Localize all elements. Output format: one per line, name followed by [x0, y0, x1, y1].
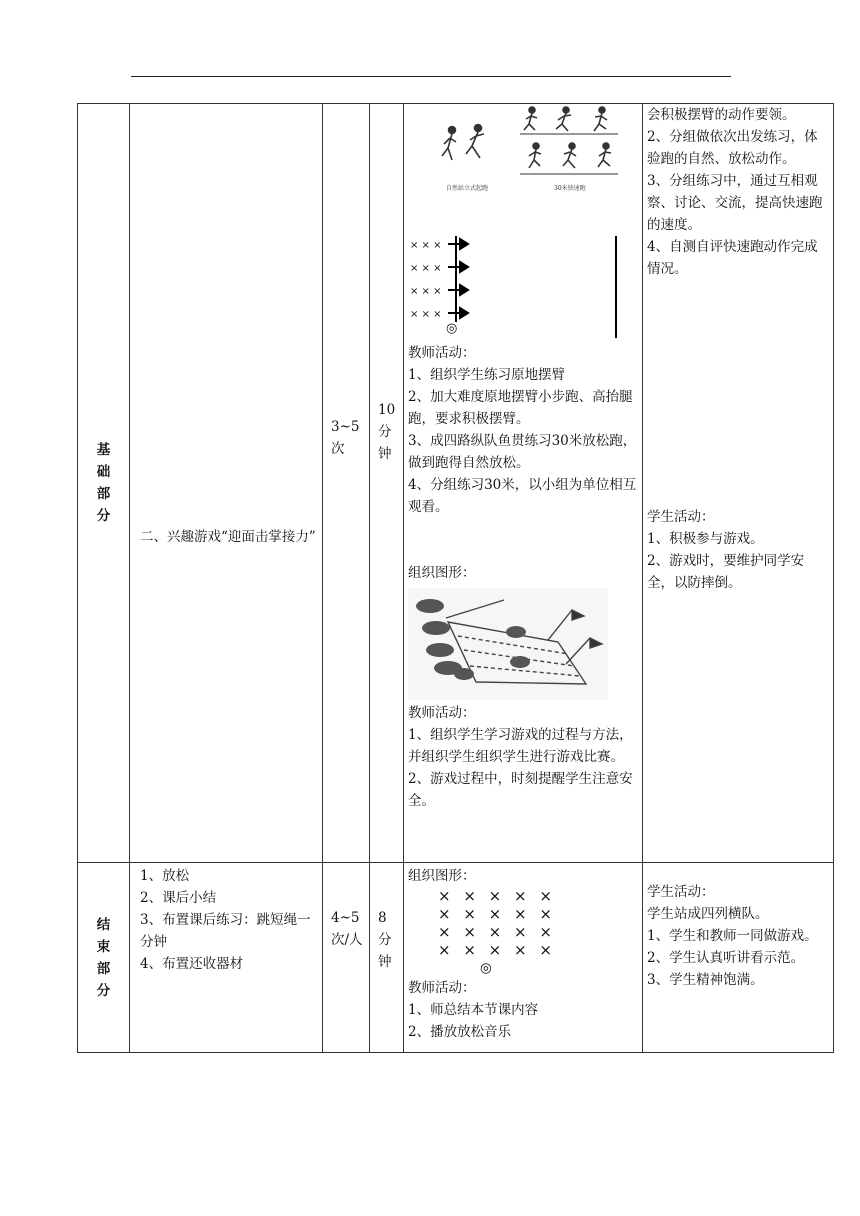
content-cell-end: [130, 863, 323, 1053]
content-item: 1、放松: [140, 868, 190, 884]
teacher-item: 4、分组练习30米，以小组为单位相互观看。: [408, 477, 637, 515]
times-cell-basic: [323, 104, 370, 863]
student-item: 1、积极参与游戏。: [647, 531, 764, 547]
student-cell-end: [643, 863, 834, 1053]
teacher-item: 2、播放放松音乐: [408, 1024, 512, 1040]
section-char: 束: [96, 938, 111, 955]
sprint-illustration: [408, 104, 638, 196]
header-rule: [131, 76, 731, 77]
teacher-symbol: ◎: [480, 960, 492, 976]
teacher-activity-title: 教师活动：: [408, 345, 476, 361]
end-section-row: [78, 863, 834, 1053]
formation-row: × × × × ×: [438, 887, 556, 905]
teacher-item: 1、师总结本节课内容: [408, 1002, 539, 1018]
section-char: 分: [96, 508, 111, 524]
student-activity-title: 学生活动：: [647, 509, 715, 525]
teacher-item: 3、成四路纵队鱼贯练习30米放松跑，做到跑得自然放松。: [408, 433, 637, 471]
student-item: 学生站成四列横队。: [647, 906, 769, 922]
content-item: 4、布置还收器材: [140, 956, 244, 972]
formation-row: × × × × ×: [438, 923, 556, 941]
section-char: 础: [96, 464, 111, 480]
figure-caption-right: 30米快速跑: [554, 185, 586, 192]
formation-mark: × × ×: [410, 240, 442, 251]
student-item: 2、学生认真听讲看示范。: [647, 950, 805, 966]
section-char: 分: [96, 982, 111, 999]
teacher-item: 2、加大难度原地摆臂小步跑、高抬腿跑，要求积极摆臂。: [408, 389, 633, 427]
duration-cell-end: [370, 863, 404, 1053]
teacher-activity-title: 教师活动：: [408, 980, 476, 996]
lane-formation-diagram: [408, 234, 638, 342]
relay-game-illustration: [408, 588, 608, 700]
section-label-basic: [78, 104, 130, 863]
method-cell-basic: [404, 104, 643, 863]
student-item: 2、分组做依次出发练习，体验跑的自然、放松动作。: [647, 129, 818, 167]
content-cell-basic: [130, 104, 323, 863]
formation-mark: × × ×: [410, 309, 442, 320]
student-cell-basic: [643, 104, 834, 863]
teacher-symbol: ◎: [446, 321, 458, 336]
duration-cell-basic: [370, 104, 404, 863]
formation-mark: × × ×: [410, 263, 442, 274]
method-cell-end: [404, 863, 643, 1053]
times-cell-end: [323, 863, 370, 1053]
content-item: 3、布置课后练习：跳短绳一分钟: [140, 912, 311, 950]
section-char: 部: [96, 960, 111, 977]
section-char: 结: [96, 916, 111, 933]
formation-row: × × × × ×: [438, 941, 556, 959]
teacher-activity-title: 教师活动：: [408, 705, 476, 721]
lane-arrows-icon: [408, 234, 628, 342]
student-item: 2、游戏时，要维护同学安全，以防摔倒。: [647, 553, 805, 591]
lesson-plan-table: [77, 103, 834, 1053]
formation-grid: [408, 887, 638, 959]
section-char: 基: [96, 442, 111, 458]
times-value: 3~5次: [331, 419, 360, 457]
duration-value: 10分钟: [378, 402, 396, 462]
student-item: 3、学生精神饱满。: [647, 972, 764, 988]
student-item: 1、学生和教师一同做游戏。: [647, 928, 818, 944]
content-game: 二、兴趣游戏“迎面击掌接力”: [140, 529, 316, 545]
content-item: 2、课后小结: [140, 890, 217, 906]
section-label-end: [78, 863, 130, 1053]
teacher-item: 2、游戏过程中，时刻提醒学生注意安全。: [408, 771, 633, 809]
teacher-item: 1、组织学生练习原地摆臂: [408, 367, 566, 383]
basic-section-row: [78, 104, 834, 863]
duration-value: 8分钟: [378, 910, 392, 970]
formation-row: × × × × ×: [438, 905, 556, 923]
student-item: 4、自测自评快速跑动作完成情况。: [647, 239, 818, 277]
section-char: 部: [96, 486, 111, 502]
student-item: 3、分组练习中，通过互相观察、讨论、交流，提高快速跑的速度。: [647, 173, 823, 233]
formation-mark: × × ×: [410, 286, 442, 297]
figure-caption-left: 自然站立式起跑: [446, 185, 489, 192]
student-item: 会积极摆臂的动作要领。: [647, 107, 796, 123]
student-activity-title: 学生活动：: [647, 884, 715, 900]
times-value: 4~5次/人: [331, 910, 363, 948]
teacher-item: 1、组织学生学习游戏的过程与方法，并组织学生组织学生进行游戏比赛。: [408, 727, 633, 765]
org-figure-title: 组织图形：: [408, 565, 476, 581]
org-figure-title: 组织图形：: [408, 868, 476, 884]
